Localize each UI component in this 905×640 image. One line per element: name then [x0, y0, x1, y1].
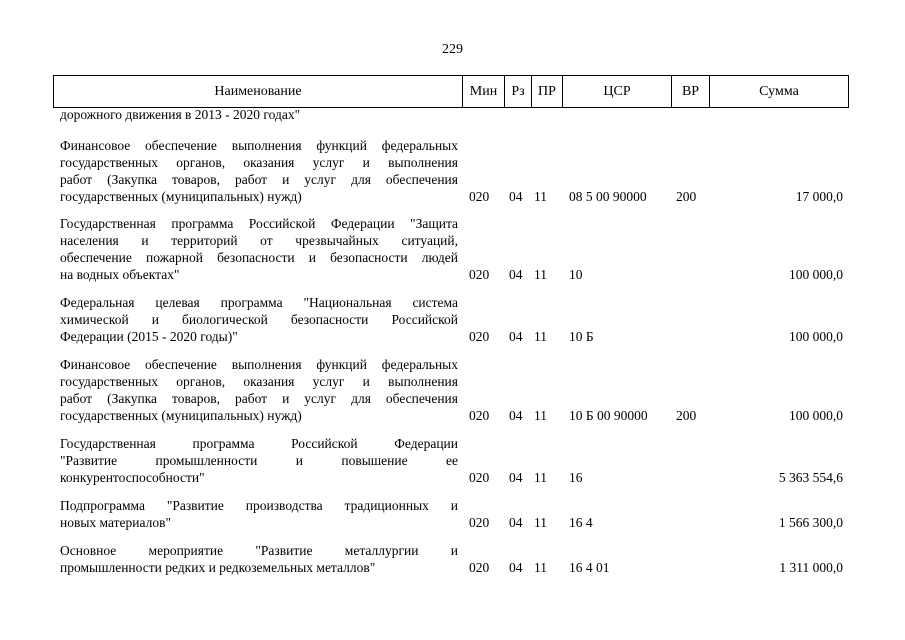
row-name-line: государственных (муниципальных) нужд)	[60, 189, 302, 204]
row-rz: 04	[509, 560, 523, 575]
header-rz: Рз	[505, 76, 532, 108]
row-sum: 1 566 300,0	[778, 515, 843, 530]
row-name-line: промышленности редких и редкоземельных металлов"	[60, 560, 376, 575]
row-vr: 200	[676, 189, 697, 204]
row-name-line: Подпрограмма "Развитие производства традиционных и	[60, 498, 458, 513]
row-name-line: химической и биологической безопасности Российской	[60, 312, 458, 327]
row-min: 020	[469, 267, 490, 282]
row-name-line: конкурентоспособности"	[60, 470, 205, 485]
row-min: 020	[469, 408, 490, 423]
row-pr: 11	[534, 560, 547, 575]
row-name-line: государственных органов, оказания услуг и выполнения	[60, 374, 458, 389]
row-name	[60, 356, 458, 424]
row-rz: 04	[509, 267, 523, 282]
row-pr: 11	[534, 408, 547, 423]
header-pr: ПР	[532, 76, 563, 108]
row-name-line: государственных (муниципальных) нужд)	[60, 408, 302, 423]
row-csr: 10	[569, 267, 583, 282]
row-csr: 16 4 01	[569, 560, 610, 575]
row-min: 020	[469, 470, 490, 485]
row-name-line: обеспечение пожарной безопасности и безопасности людей	[60, 250, 458, 265]
row-name-line: Государственная программа Российской Федерации "Защита	[60, 216, 458, 231]
row-pr: 11	[534, 515, 547, 530]
row-name	[60, 435, 458, 486]
row-csr: 08 5 00 90000	[569, 189, 647, 204]
row-name-line: работ (Закупка товаров, работ и услуг для обеспечения	[60, 391, 458, 406]
header-name: Наименование	[54, 76, 463, 108]
row-name-line: на водных объектах"	[60, 267, 180, 282]
row-csr: 16 4	[569, 515, 593, 530]
row-rz: 04	[509, 329, 523, 344]
row-csr: 16	[569, 470, 583, 485]
row-rz: 04	[509, 408, 523, 423]
row-csr: 10 Б	[569, 329, 594, 344]
row-name	[60, 137, 458, 205]
row-min: 020	[469, 515, 490, 530]
row-name-line: населения и территорий от чрезвычайных ситуаций,	[60, 233, 458, 248]
row-rz: 04	[509, 470, 523, 485]
row-name-line: работ (Закупка товаров, работ и услуг для обеспечения	[60, 172, 458, 187]
table-header	[53, 75, 849, 108]
row-name	[60, 497, 458, 531]
row-name-line: Федеральная целевая программа "Национальная система	[60, 295, 458, 310]
row-sum: 100 000,0	[789, 408, 843, 423]
row-name-line: "Развитие промышленности и повышение ее	[60, 453, 458, 468]
row-name	[60, 294, 458, 345]
row-sum: 1 311 000,0	[779, 560, 843, 575]
row-rz: 04	[509, 189, 523, 204]
header-min: Мин	[463, 76, 505, 108]
row-min: 020	[469, 329, 490, 344]
row-name-line: Федерации (2015 - 2020 годы)"	[60, 329, 238, 344]
row-min: 020	[469, 560, 490, 575]
page-number: 229	[442, 42, 463, 57]
row-name-line: Основное мероприятие "Развитие металлургии и	[60, 543, 458, 558]
row-pr: 11	[534, 189, 547, 204]
row-vr: 200	[676, 408, 697, 423]
row-sum: 17 000,0	[795, 189, 843, 204]
row-rz: 04	[509, 515, 523, 530]
row-pr: 11	[534, 470, 547, 485]
row-name-line: новых материалов"	[60, 515, 171, 530]
row-csr: 10 Б 00 90000	[569, 408, 648, 423]
header-sum: Сумма	[710, 76, 849, 108]
row-min: 020	[469, 189, 490, 204]
row-pr: 11	[534, 267, 547, 282]
row-name	[60, 215, 458, 283]
continuation-text: дорожного движения в 2013 - 2020 годах"	[60, 107, 301, 122]
header-csr: ЦСР	[563, 76, 672, 108]
row-sum: 5 363 554,6	[778, 470, 843, 485]
row-name	[60, 542, 458, 576]
row-name-line: государственных органов, оказания услуг и выполнения	[60, 155, 458, 170]
row-name-line: Финансовое обеспечение выполнения функций федеральных	[60, 357, 458, 372]
row-sum: 100 000,0	[789, 329, 843, 344]
row-name-line: Финансовое обеспечение выполнения функций федеральных	[60, 138, 458, 153]
row-sum: 100 000,0	[789, 267, 843, 282]
row-name-line: Государственная программа Российской Федерации	[60, 436, 458, 451]
header-vr: ВР	[672, 76, 710, 108]
row-pr: 11	[534, 329, 547, 344]
